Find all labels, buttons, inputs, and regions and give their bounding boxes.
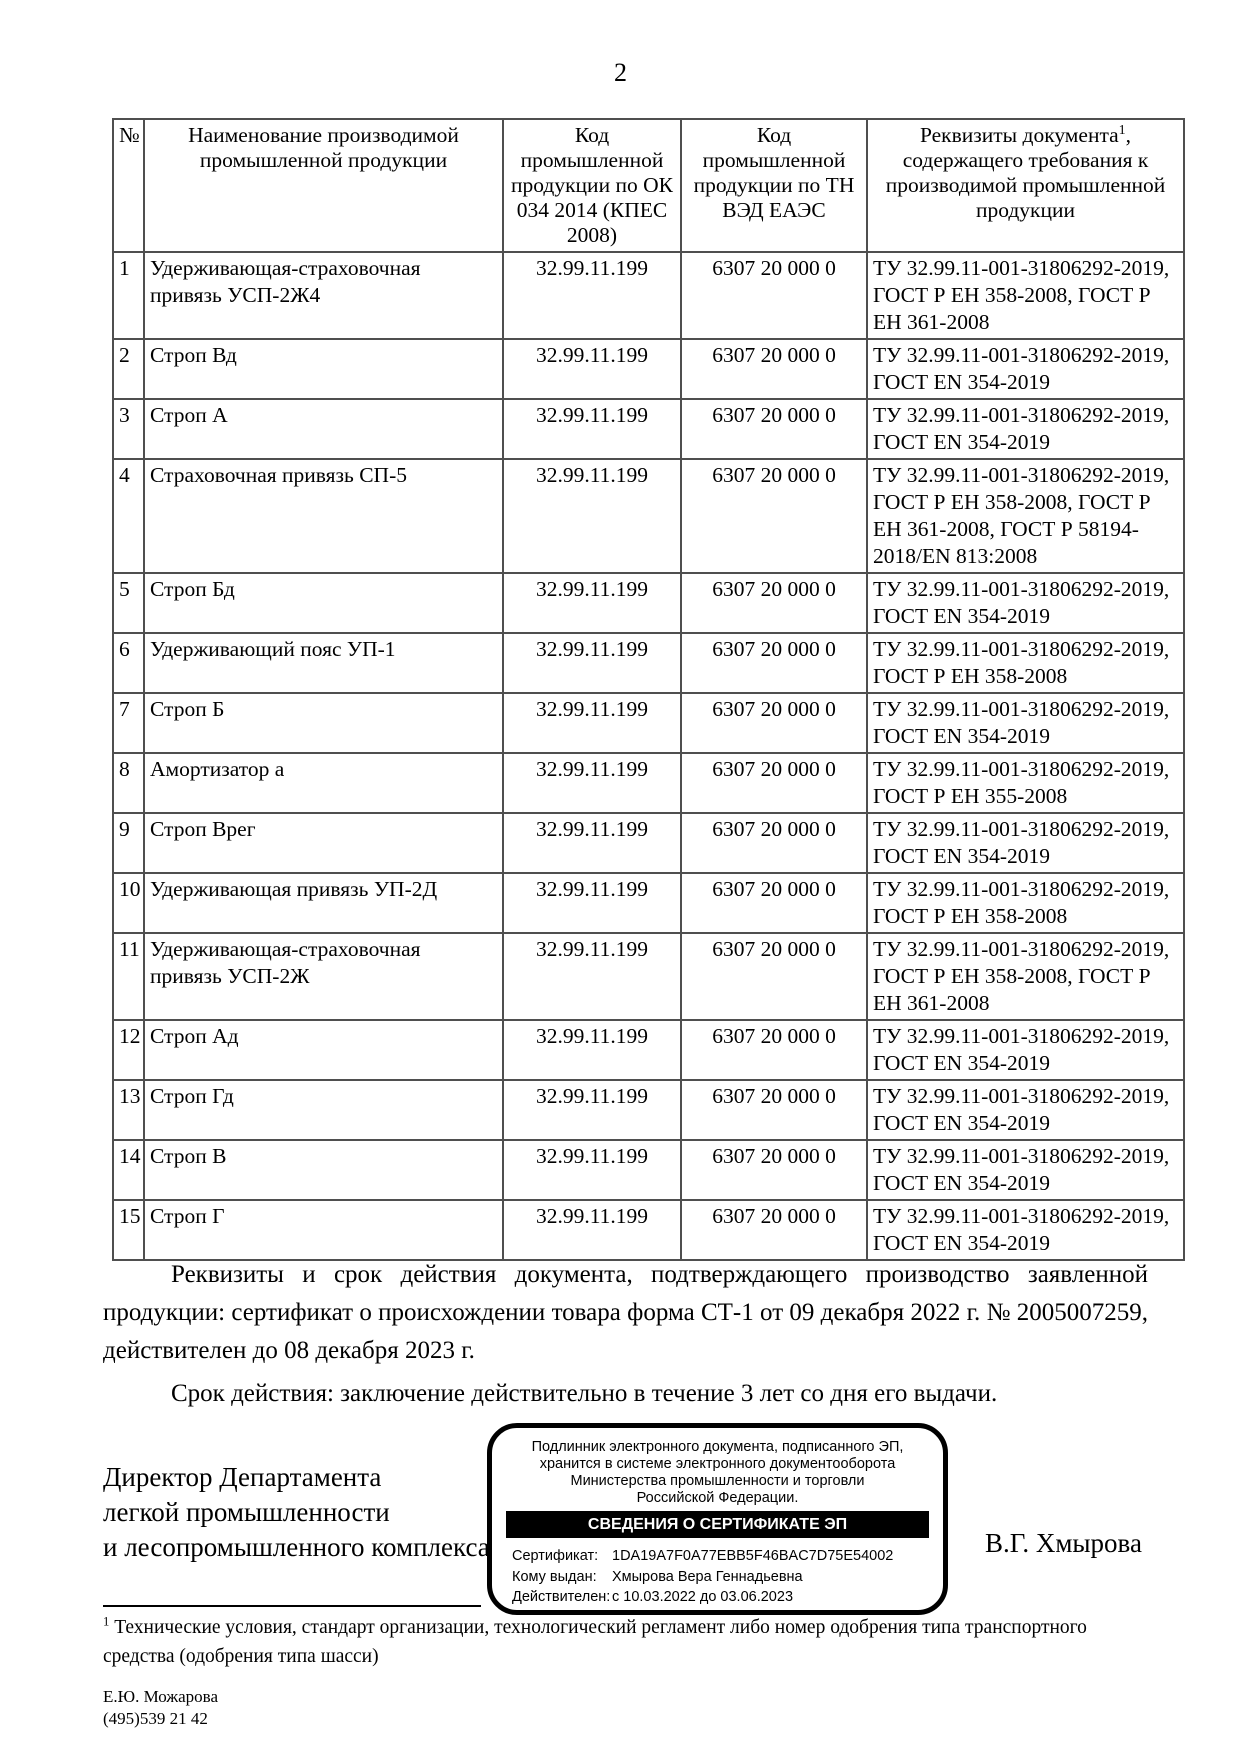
ok-code-cell: 32.99.11.199 (503, 753, 681, 813)
stamp-field-label: Сертификат: (512, 1548, 599, 1564)
row-number-cell: 11 (113, 933, 144, 1020)
footnote-ref-marker: 1 (1118, 122, 1126, 138)
stamp-field-issued-to (512, 1567, 943, 1588)
stamp-description-line: хранится в системе электронного документооборота (539, 1456, 896, 1472)
header-requisites (867, 119, 1184, 252)
table-row (113, 459, 1184, 573)
footnote-separator (103, 1605, 481, 1607)
table-row (113, 873, 1184, 933)
ok-code-cell: 32.99.11.199 (503, 633, 681, 693)
table-row (113, 1140, 1184, 1200)
tnved-code-cell: 6307 20 000 0 (681, 873, 867, 933)
product-name-cell: Амортизатор а (144, 753, 503, 813)
footnote (103, 1613, 1163, 1671)
row-number-cell: 1 (113, 252, 144, 339)
tnved-code-cell: 6307 20 000 0 (681, 252, 867, 339)
product-name-cell: Строп Гд (144, 1080, 503, 1140)
row-number-cell: 7 (113, 693, 144, 753)
tnved-code-cell: 6307 20 000 0 (681, 813, 867, 873)
electronic-signature-stamp (487, 1423, 948, 1615)
table-row (113, 399, 1184, 459)
ok-code-cell: 32.99.11.199 (503, 1200, 681, 1260)
products-table (112, 118, 1185, 1261)
ok-code-cell: 32.99.11.199 (503, 252, 681, 339)
tnved-code-cell: 6307 20 000 0 (681, 459, 867, 573)
requisites-cell: ТУ 32.99.11-001-31806292-2019, ГОСТ Р ЕН 358-2008 (867, 633, 1184, 693)
ok-code-cell: 32.99.11.199 (503, 573, 681, 633)
table-row (113, 252, 1184, 339)
product-name-cell: Строп Г (144, 1200, 503, 1260)
signature-position-line: и лесопромышленного комплекса (103, 1532, 490, 1562)
table-row (113, 1080, 1184, 1140)
tnved-code-cell: 6307 20 000 0 (681, 573, 867, 633)
ok-code-cell: 32.99.11.199 (503, 813, 681, 873)
product-name-cell: Строп Б (144, 693, 503, 753)
product-name-cell: Строп Вд (144, 339, 503, 399)
product-name-cell: Удерживающая-страховочная привязь УСП-2Ж (144, 933, 503, 1020)
product-name-cell: Удерживающая-страховочная привязь УСП-2Ж4 (144, 252, 503, 339)
table-row (113, 813, 1184, 873)
product-name-cell: Удерживающий пояс УП-1 (144, 633, 503, 693)
ok-code-cell: 32.99.11.199 (503, 873, 681, 933)
stamp-field-certificate (512, 1546, 943, 1567)
header-requisites-text: Реквизиты документа (919, 123, 1119, 147)
row-number-cell: 10 (113, 873, 144, 933)
requisites-cell: ТУ 32.99.11-001-31806292-2019, ГОСТ EN 354-2019 (867, 813, 1184, 873)
tnved-code-cell: 6307 20 000 0 (681, 633, 867, 693)
signature-position-line: легкой промышленности (103, 1497, 390, 1527)
requisites-cell: ТУ 32.99.11-001-31806292-2019, ГОСТ EN 354-2019 (867, 1080, 1184, 1140)
row-number-cell: 3 (113, 399, 144, 459)
paragraph-requisites-validity: Реквизиты и срок действия документа, подтверждающего производство заявленной продукции: сертификат о происхождении товара форма СТ-1 от 09 декабря 2022 г. № 2005007259, действителен до 08 декабря 2023 г. (103, 1261, 1148, 1364)
stamp-certificate-title: СВЕДЕНИЯ О СЕРТИФИКАТЕ ЭП (506, 1511, 929, 1538)
requisites-cell: ТУ 32.99.11-001-31806292-2019, ГОСТ Р ЕН 355-2008 (867, 753, 1184, 813)
stamp-field-value: с 10.03.2022 до 03.06.2023 (612, 1589, 794, 1605)
tnved-code-cell: 6307 20 000 0 (681, 933, 867, 1020)
stamp-field-value: 1DA19A7F0A77EBB5F46BAC7D75E54002 (612, 1548, 894, 1564)
executor-contact (103, 1686, 218, 1730)
footnote-text: Технические условия, стандарт организации, технологический регламент либо номер одобрения типа транспортного средства (одобрения типа шасси) (103, 1617, 1087, 1667)
table-row (113, 933, 1184, 1020)
signature-position-line: Директор Департамента (103, 1462, 382, 1492)
table-header-row (113, 119, 1184, 252)
table-row (113, 693, 1184, 753)
table-row (113, 1020, 1184, 1080)
row-number-cell: 13 (113, 1080, 144, 1140)
body-text (103, 1256, 1148, 1413)
stamp-description (492, 1439, 943, 1507)
header-requisites-text-post: , содержащего требования к производимой промышленной продукции (885, 123, 1166, 222)
row-number-cell: 4 (113, 459, 144, 573)
row-number-cell: 8 (113, 753, 144, 813)
requisites-cell: ТУ 32.99.11-001-31806292-2019, ГОСТ Р ЕН 358-2008 (867, 873, 1184, 933)
product-name-cell: Строп Бд (144, 573, 503, 633)
ok-code-cell: 32.99.11.199 (503, 1140, 681, 1200)
executor-phone: (495)539 21 42 (103, 1709, 208, 1728)
page-number: 2 (614, 58, 627, 87)
header-ok-code: Код промышленной продукции по ОК 034 2014 (КПЕС 2008) (503, 119, 681, 252)
requisites-cell: ТУ 32.99.11-001-31806292-2019, ГОСТ Р ЕН 358-2008, ГОСТ Р ЕН 361-2008 (867, 933, 1184, 1020)
stamp-field-label: Кому выдан: (512, 1568, 597, 1585)
ok-code-cell: 32.99.11.199 (503, 1020, 681, 1080)
ok-code-cell: 32.99.11.199 (503, 933, 681, 1020)
tnved-code-cell: 6307 20 000 0 (681, 1200, 867, 1260)
requisites-cell: ТУ 32.99.11-001-31806292-2019, ГОСТ EN 354-2019 (867, 1200, 1184, 1260)
stamp-description-line: Подлинник электронного документа, подписанного ЭП, (531, 1439, 904, 1455)
ok-code-cell: 32.99.11.199 (503, 693, 681, 753)
row-number-cell: 14 (113, 1140, 144, 1200)
stamp-field-label: Действителен: (512, 1589, 611, 1605)
tnved-code-cell: 6307 20 000 0 (681, 399, 867, 459)
ok-code-cell: 32.99.11.199 (503, 339, 681, 399)
requisites-cell: ТУ 32.99.11-001-31806292-2019, ГОСТ Р ЕН 358-2008, ГОСТ Р ЕН 361-2008, ГОСТ Р 58194-2018/EN 813:2008 (867, 459, 1184, 573)
tnved-code-cell: 6307 20 000 0 (681, 753, 867, 813)
table-row (113, 633, 1184, 693)
tnved-code-cell: 6307 20 000 0 (681, 693, 867, 753)
ok-code-cell: 32.99.11.199 (503, 399, 681, 459)
stamp-description-line: Российской Федерации. (636, 1490, 799, 1506)
requisites-cell: ТУ 32.99.11-001-31806292-2019, ГОСТ EN 354-2019 (867, 693, 1184, 753)
paragraph-validity-term: Срок действия: заключение действительно в течение 3 лет со дня его выдачи. (171, 1380, 998, 1407)
product-name-cell: Строп Врег (144, 813, 503, 873)
row-number-cell: 15 (113, 1200, 144, 1260)
row-number-cell: 12 (113, 1020, 144, 1080)
row-number-cell: 9 (113, 813, 144, 873)
signee-name: В.Г. Хмырова (985, 1528, 1142, 1558)
stamp-certificate-fields (512, 1546, 943, 1608)
stamp-field-valid-period (512, 1587, 943, 1608)
product-name-cell: Строп Ад (144, 1020, 503, 1080)
table-row (113, 1200, 1184, 1260)
table-row (113, 573, 1184, 633)
tnved-code-cell: 6307 20 000 0 (681, 339, 867, 399)
footnote-marker: 1 (103, 1614, 110, 1629)
tnved-code-cell: 6307 20 000 0 (681, 1080, 867, 1140)
ok-code-cell: 32.99.11.199 (503, 1080, 681, 1140)
requisites-cell: ТУ 32.99.11-001-31806292-2019, ГОСТ EN 354-2019 (867, 399, 1184, 459)
executor-name: Е.Ю. Можарова (103, 1687, 219, 1706)
table-row (113, 753, 1184, 813)
row-number-cell: 2 (113, 339, 144, 399)
requisites-cell: ТУ 32.99.11-001-31806292-2019, ГОСТ EN 354-2019 (867, 573, 1184, 633)
header-num: № (113, 119, 144, 252)
product-name-cell: Строп В (144, 1140, 503, 1200)
tnved-code-cell: 6307 20 000 0 (681, 1140, 867, 1200)
product-name-cell: Страховочная привязь СП-5 (144, 459, 503, 573)
header-tnved-code: Код промышленной продукции по ТН ВЭД ЕАЭС (681, 119, 867, 252)
requisites-cell: ТУ 32.99.11-001-31806292-2019, ГОСТ EN 354-2019 (867, 339, 1184, 399)
ok-code-cell: 32.99.11.199 (503, 459, 681, 573)
stamp-field-value: Хмырова Вера Геннадьевна (612, 1568, 803, 1585)
row-number-cell: 5 (113, 573, 144, 633)
requisites-cell: ТУ 32.99.11-001-31806292-2019, ГОСТ EN 354-2019 (867, 1020, 1184, 1080)
product-name-cell: Удерживающая привязь УП-2Д (144, 873, 503, 933)
table-row (113, 339, 1184, 399)
row-number-cell: 6 (113, 633, 144, 693)
header-product-name: Наименование производимой промышленной продукции (144, 119, 503, 252)
tnved-code-cell: 6307 20 000 0 (681, 1020, 867, 1080)
requisites-cell: ТУ 32.99.11-001-31806292-2019, ГОСТ Р ЕН 358-2008, ГОСТ Р ЕН 361-2008 (867, 252, 1184, 339)
stamp-description-line: Министерства промышленности и торговли (570, 1473, 865, 1489)
signature-position (103, 1460, 523, 1565)
product-name-cell: Строп А (144, 399, 503, 459)
requisites-cell: ТУ 32.99.11-001-31806292-2019, ГОСТ EN 354-2019 (867, 1140, 1184, 1200)
